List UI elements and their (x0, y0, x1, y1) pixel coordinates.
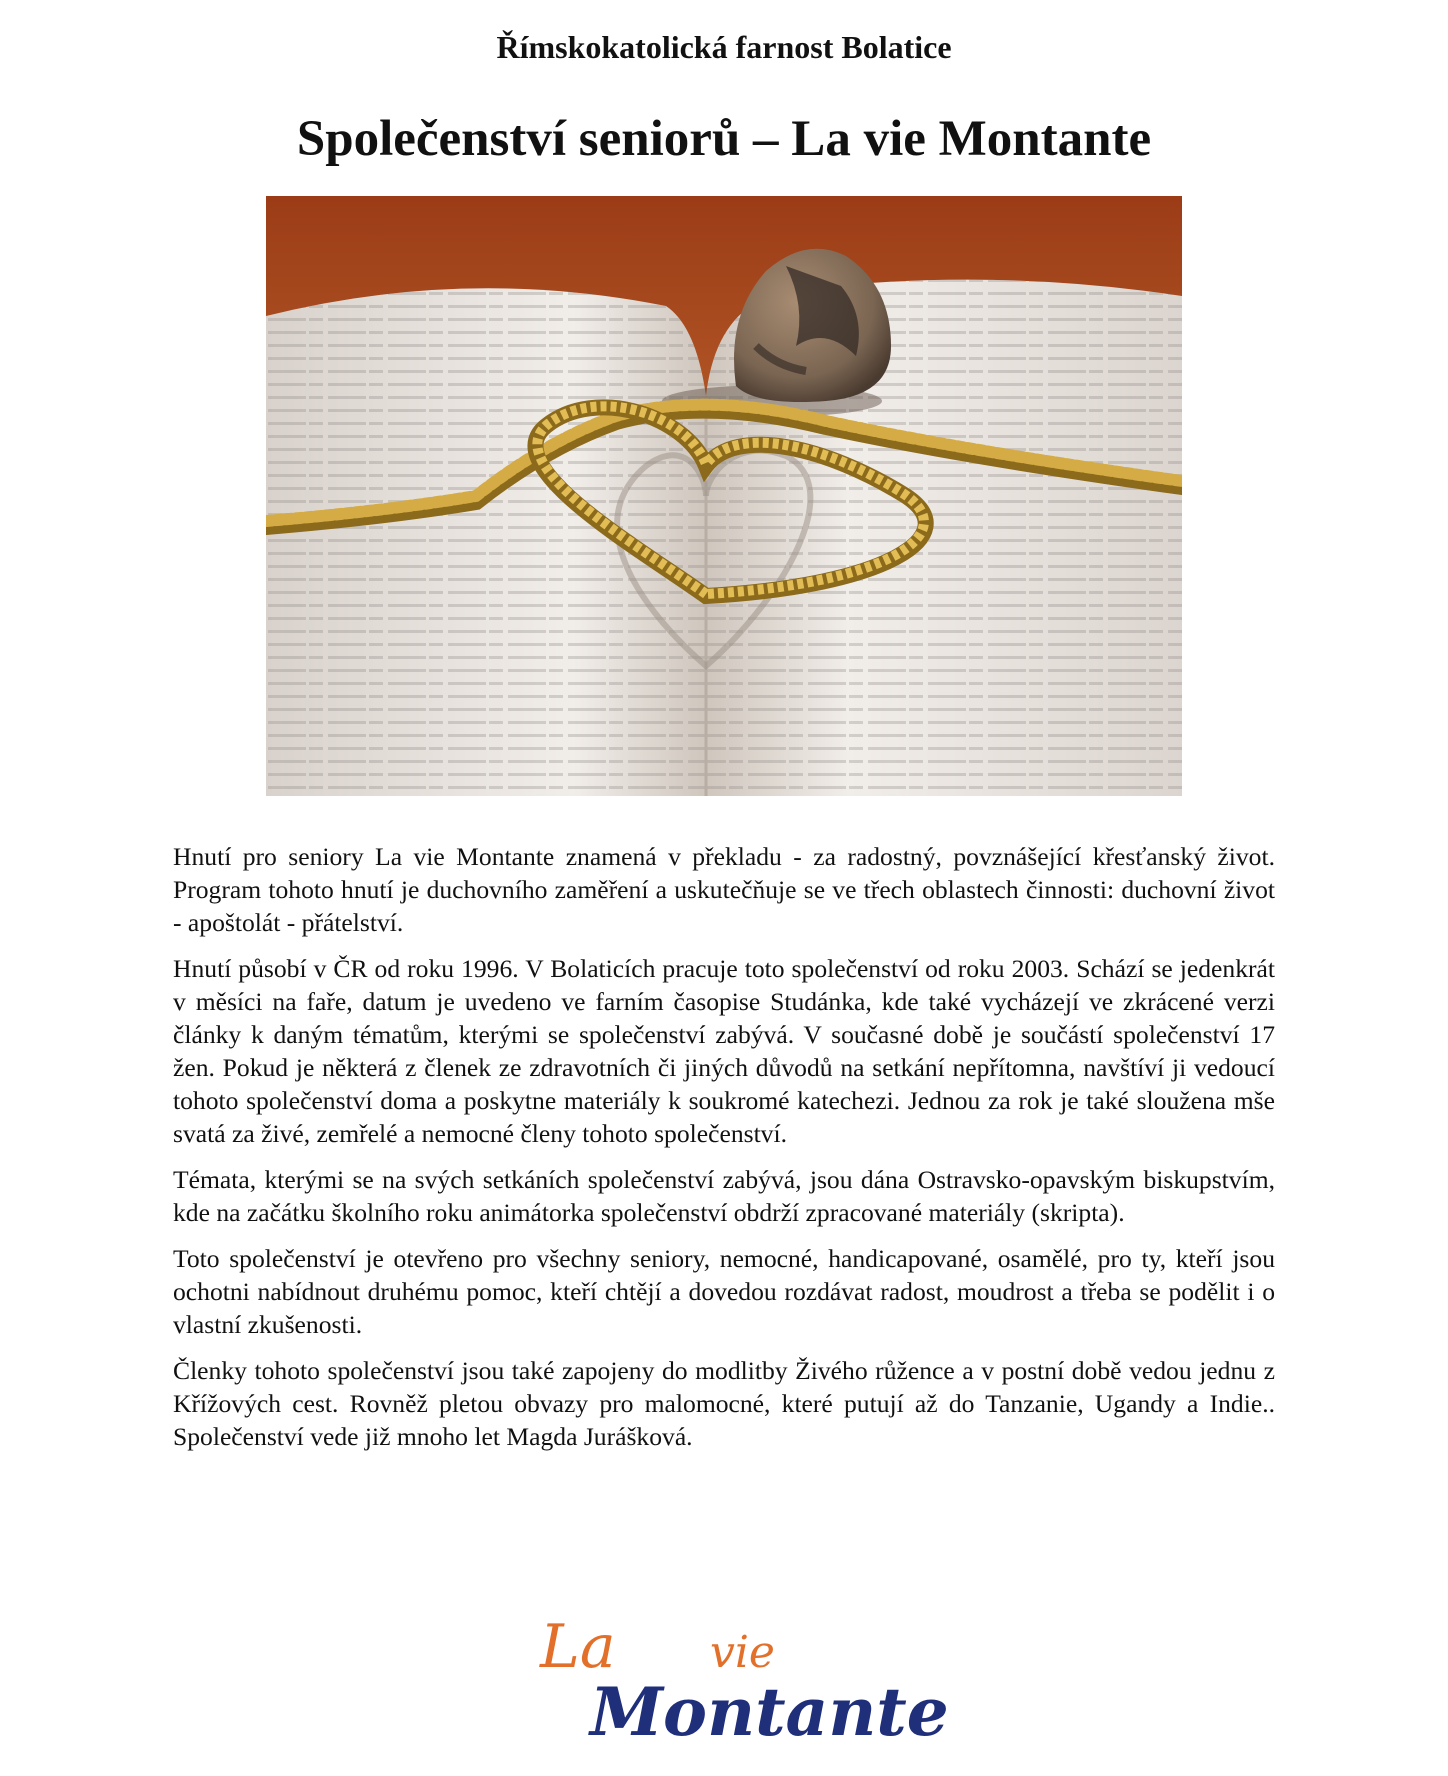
paragraph: Témata, kterými se na svých setkáních společenství zabývá, jsou dána Ostravsko-opavským biskupstvím, kde na začátku školního roku animátorka společenství obdrží zpracované materiály (skripta). (173, 1165, 1275, 1227)
logo-word-vie: vie (710, 1627, 775, 1678)
la-vie-montante-logo (500, 1605, 980, 1755)
paragraph: Toto společenství je otevřeno pro všechny seniory, nemocné, handicapované, osamělé, pro ty, kteří jsou ochotni nabídnout druhému pomoc, kteří chtějí a dovedou rozdávat radost, moudrost a třeba se podělit i o vlastní zkušenosti. (173, 1244, 1275, 1339)
paragraph: Hnutí pro seniory La vie Montante znamená v překladu - za radostný, povznášející křesťanský život. Program tohoto hnutí je duchovního zaměření a uskutečňuje se ve třech oblastech činnosti: duchovní život - apoštolát - přátelství. (173, 842, 1275, 937)
photo-illustration (266, 196, 1182, 796)
bible-stone-photo (266, 196, 1182, 796)
page-title: Společenství seniorů – La vie Montante (296, 111, 1152, 167)
paragraph: Hnutí působí v ČR od roku 1996. V Bolaticích pracuje toto společenství od roku 2003. Schází se jedenkrát v měsíci na faře, datum je uvedeno ve farním časopise Studánka, kde také vycházejí ve zkrácené verzi články k daným tématům, kterými se společenství zabývá. V současné době je součástí společenství 17 žen. Pokud je některá z členek ze zdravotních či jiných důvodů na setkání nepřítomna, navštíví ji vedoucí tohoto společenství doma a poskytne materiály k soukromé katechezi. Jednou za rok je také sloužena mše svatá za živé, zemřelé a nemocné členy tohoto společenství. (173, 954, 1275, 1148)
logo-word-la: La (540, 1612, 616, 1682)
paragraph: Členky tohoto společenství jsou také zapojeny do modlitby Živého růžence a v postní době vedou jednu z Křížových cest. Rovněž pletou obvazy pro malomocné, které putují až do Tanzanie, Ugandy a Indie.. Společenství vede již mnoho let Magda Jurášková. (173, 1356, 1275, 1451)
parish-name: Římskokatolická farnost Bolatice (496, 29, 952, 65)
article-body (173, 840, 1275, 1466)
logo-word-montante: Montante (590, 1673, 949, 1751)
